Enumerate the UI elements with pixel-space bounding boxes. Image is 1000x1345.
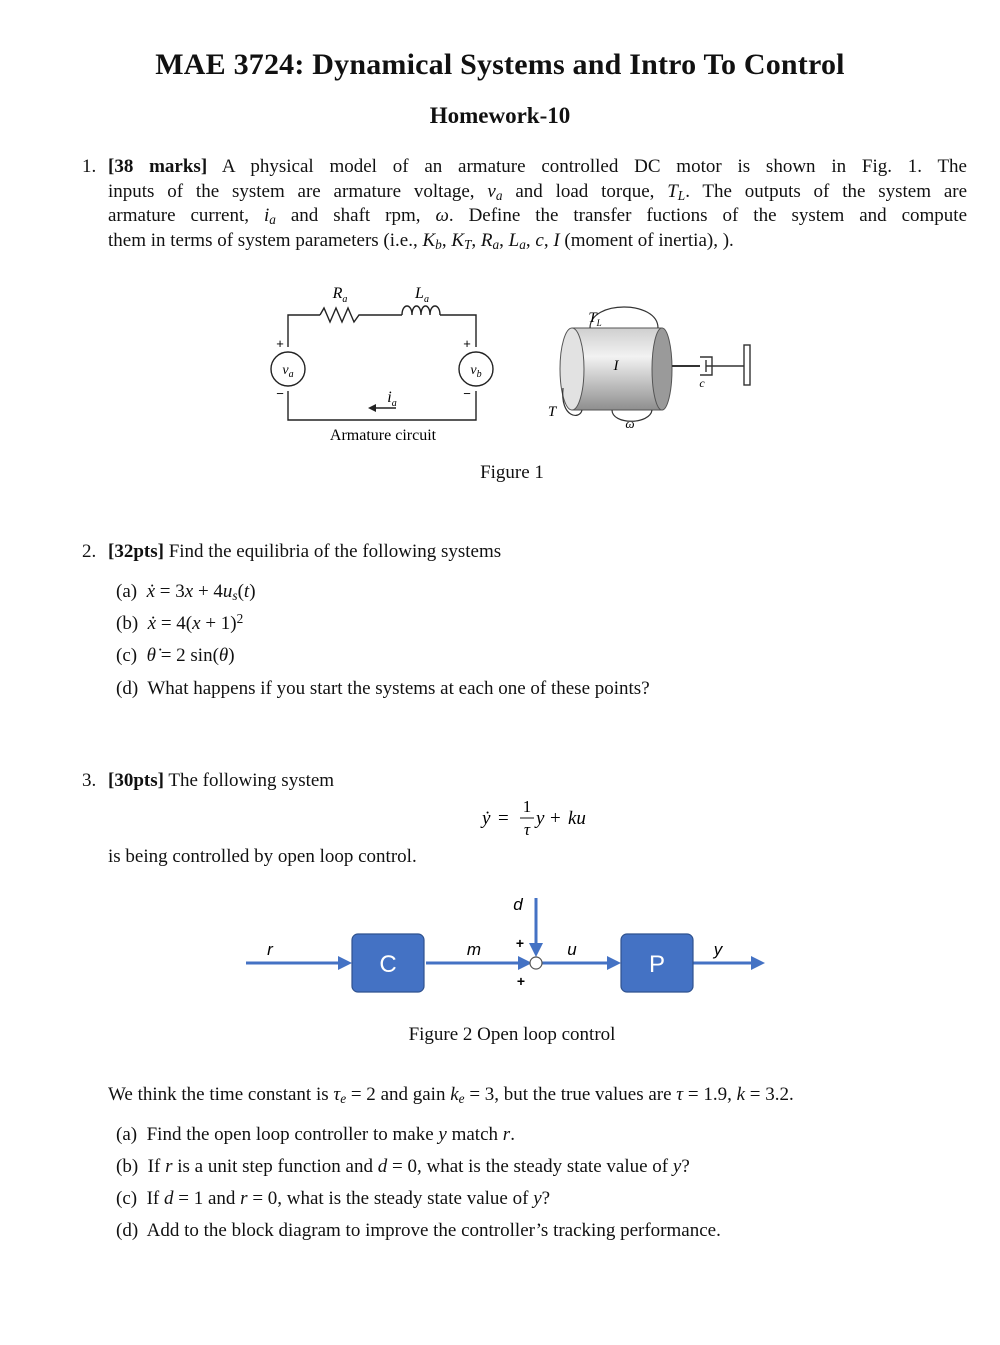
t-label: T: [547, 404, 557, 420]
q1-line-1: [38 marks] A physical model of an armature controlled DC motor is shown in Fig. 1. The: [108, 156, 967, 177]
current-arrowhead: [368, 404, 376, 412]
armature-circuit-label: Armature circuit: [329, 427, 437, 444]
q1-line-3: armature current, $i_a$ and shaft rpm, ω. Define the transfer fuctions of the system and compute: [108, 205, 968, 227]
signal-d-label: d: [513, 895, 523, 914]
signal-u-label: u: [567, 940, 577, 959]
summing-junction: [530, 957, 542, 969]
question-2: [82, 540, 967, 699]
figure-2-caption: Figure 2 Open loop control: [408, 1024, 616, 1045]
signal-r-label: r: [267, 940, 273, 959]
document-subtitle: Homework-10: [429, 103, 571, 128]
signal-y-label: y: [713, 940, 723, 959]
la-label: $L_a$: [415, 285, 429, 305]
svg-text:ẏ: ẏ: [482, 808, 491, 829]
q2-intro: Find the equilibria of the following systems: [168, 541, 502, 562]
inductor-la: [402, 306, 440, 315]
question-3-number: 3.: [82, 770, 97, 791]
q3-intro: The following system: [168, 770, 335, 791]
ia-label: $i_a$: [387, 389, 397, 409]
q3-item-d: (d) Add to the block diagram to improve the controller’s tracking performance.: [116, 1220, 721, 1241]
va-plus: +: [276, 336, 284, 351]
va-label: $v_a$: [282, 363, 294, 380]
q1-line-2: inputs of the system are armature voltage, $v_a$ and load torque, $T_L$. The outputs of the system are: [108, 180, 968, 203]
inertia-label: I: [613, 358, 619, 374]
damper-c: [700, 357, 744, 375]
svg-text:1: 1: [522, 797, 532, 816]
svg-text:y: y: [536, 808, 545, 829]
ra-label: $R_a$: [332, 285, 348, 305]
tl-label: $T_L$: [588, 310, 602, 328]
armature-circuit-wires: [288, 315, 476, 420]
q3-item-a: (a) Find the open loop controller to make y match r.: [116, 1124, 515, 1145]
controller-label: C: [379, 951, 397, 978]
document-title: MAE 3724: Dynamical Systems and Intro To Control: [155, 48, 845, 81]
arrowhead-d: [529, 943, 543, 957]
vb-minus: −: [463, 386, 471, 401]
plant-label: P: [648, 951, 666, 978]
q3-time-constant-line: We think the time constant is $\tau_e = 2$ and gain $k_e = 3$, but the true values are τ = 1.9, k = 3.2.: [108, 1084, 794, 1106]
plus-bottom-label: +: [516, 973, 526, 989]
va-minus: −: [276, 386, 284, 401]
q3-item-c: (c) If d = 1 and r = 0, what is the steady state value of y?: [116, 1188, 551, 1209]
q3-marks: [30pts]: [108, 770, 164, 791]
svg-text:ku: ku: [568, 808, 586, 829]
q2-item-b: (b) ẋ = $4(x + 1)^2$: [116, 611, 244, 634]
vb-plus: +: [463, 336, 471, 351]
figure-1-caption: Figure 1: [480, 462, 544, 483]
vb-label: $v_b$: [470, 363, 482, 380]
resistor-ra: [320, 308, 363, 322]
q3-after-eq: is being controlled by open loop control.: [108, 846, 417, 867]
figure-2-block-diagram: [240, 890, 780, 1000]
q2-item-c: (c) θ̇ = 2 sin(θ): [116, 645, 235, 666]
omega-label: ω: [625, 416, 635, 431]
signal-m-label: m: [466, 940, 482, 959]
q2-item-a: (a) ẋ = $3x + 4u_s(t)$: [116, 581, 256, 603]
question-1-number: 1.: [82, 156, 97, 177]
arrowhead-r: [338, 956, 352, 970]
svg-text:τ: τ: [523, 820, 531, 839]
svg-text:=: =: [498, 808, 509, 829]
question-1: [82, 155, 967, 253]
figure-1-dc-motor: [260, 270, 760, 450]
q2-item-d: (d) What happens if you start the systems at each one of these points?: [116, 678, 650, 699]
plus-top-label: +: [515, 935, 525, 951]
c-label: c: [699, 376, 705, 390]
question-2-number: 2.: [82, 541, 97, 562]
wall: [744, 345, 750, 385]
svg-text:+: +: [550, 808, 561, 829]
system-equation: [480, 794, 620, 844]
arrowhead-y: [751, 956, 765, 970]
q1-line-4: them in terms of system parameters (i.e., $K_b$, $K_T$, $R_a$, $L_a$, c, I (moment of inertia), ).: [108, 229, 734, 252]
q1-marks: [38 marks]: [108, 156, 208, 177]
q3-item-b: (b) If r is a unit step function and d = 0, what is the steady state value of y?: [116, 1156, 690, 1177]
q2-marks: [32pts]: [108, 541, 164, 562]
arrowhead-u: [607, 956, 621, 970]
